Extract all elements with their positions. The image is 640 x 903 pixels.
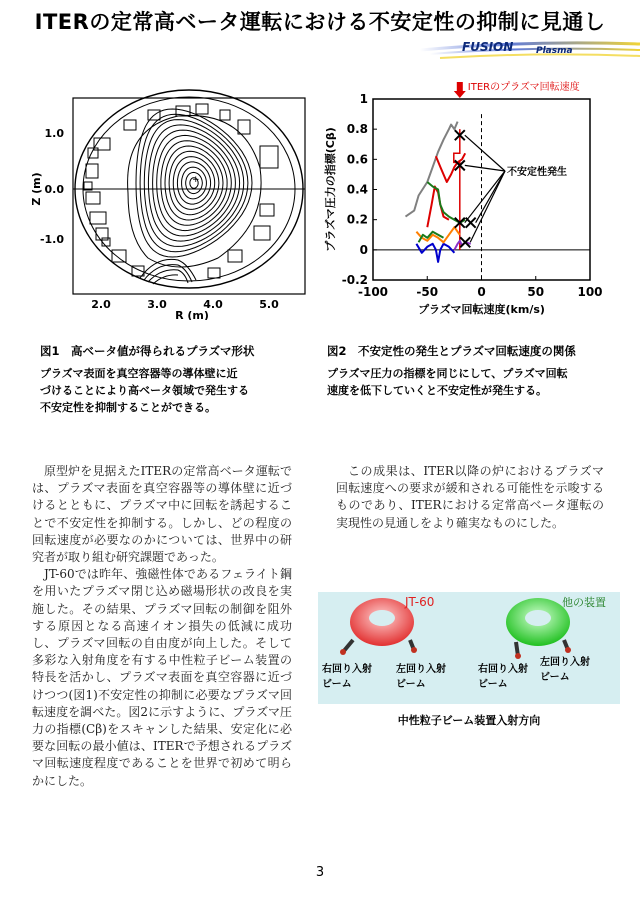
coil-box-8 [260, 146, 278, 168]
iter-arrow-head [454, 91, 466, 98]
instability-marker-4 [466, 218, 476, 228]
coil-box-6 [238, 120, 250, 134]
iter-arrow-shaft [457, 82, 463, 91]
instability-pointer-5 [470, 171, 505, 242]
chart-ylabel: プラズマ圧力の指標(Cβ) [324, 127, 337, 252]
page-number: 3 [315, 865, 325, 880]
y-tick-label-3: 0.4 [346, 182, 368, 197]
figure2-chart [318, 70, 618, 325]
banner-fusion-text: FUSION [462, 40, 514, 54]
fig2-caption-body [327, 365, 622, 399]
instability-label: 不安定性発生 [507, 167, 567, 178]
coil-box-18 [208, 268, 220, 278]
x-tick-label-4: 100 [577, 285, 603, 299]
body-column-1 [32, 463, 292, 790]
jt60-left-beam-label-1: 左回り入射 [396, 664, 446, 675]
coil-box-11 [90, 212, 106, 224]
other-right-beam-line [515, 642, 521, 659]
fig1-xtick-2: 3.0 [147, 298, 167, 311]
banner-plasma-text: Plasma [536, 46, 573, 56]
fig1-caption-title: 図1 高ベータ値が得られるプラズマ形状 [40, 344, 255, 358]
coil-box-16 [228, 250, 242, 262]
y-tick-label-5: 0 [359, 242, 368, 257]
fig1-xtick-3: 4.0 [203, 298, 223, 311]
coil-box-9 [86, 164, 98, 178]
flux-contours [128, 109, 262, 267]
coil-box-15 [112, 250, 126, 262]
figure1-plasma-shape [28, 88, 310, 320]
coil-box-4 [220, 110, 230, 120]
other-right-beam-label-1: 右回り入射 [478, 664, 528, 675]
coil-box-21 [102, 238, 110, 246]
body-paragraph-2: JT-60では昨年、強磁性体であるフェライト鋼を用いたプラズマ閉じ込め磁場形状の改良を実施した。その結果、プラズマ回転の制御を阻外する原因となる高速イオン損失の低減に成功し、プラズマ回転の自由度が向上した。そして多彩な入射角度を有する中性粒子ビーム装置の特長を活かし、プラズマ表面を真空容器に近づけつつ(図1)不安定性の抑制に必要なプラズマ回転速度を調べた。図2に示すように、プラズマ圧力の指標(Cβ)をスキャンした結果、安定化に必要な回転の最小値は、ITERで予想されるプラズマ回転速度程度であることを世界で初めて明らかにした。 [32, 567, 292, 788]
instability-pointer-3 [465, 171, 505, 223]
chart-ticks [342, 92, 603, 299]
y-tick-label-1: 0.8 [346, 122, 368, 137]
y-tick-label-2: 0.6 [346, 152, 368, 167]
neutral-beam-caption: 中性粒子ビーム装置入射方向 [397, 714, 541, 727]
x-tick-label-2: 0 [477, 285, 486, 299]
jt60-right-beam-line [340, 640, 353, 655]
other-left-beam-label-2: ビーム [540, 672, 570, 683]
fig1-caption-body [40, 365, 310, 416]
jt60-left-beam-line [410, 640, 417, 653]
fig1-ylabel: Z (m) [30, 172, 43, 206]
other-right-beam-label-2: ビーム [478, 679, 508, 690]
chart-frame [373, 99, 590, 280]
fig1-ytick-3: -1.0 [39, 233, 64, 246]
fig1-caption-line-3: 不安定性を抑制することができる。 [40, 401, 216, 414]
other-device-label: 他の装置 [562, 596, 606, 609]
divertor [140, 259, 196, 284]
x-tick-label-1: -50 [416, 285, 439, 299]
magnetic-axis-marker: + [192, 175, 200, 185]
neutral-beam-diagram [318, 592, 620, 704]
fig1-ytick-1: 1.0 [44, 127, 64, 140]
fig1-caption-line-2: づけることにより高ベータ領域で発生する [40, 384, 249, 397]
coil-box-14 [254, 226, 270, 240]
fig1-xtick-1: 2.0 [91, 298, 111, 311]
y-tick-label-0: 1 [359, 92, 368, 106]
other-left-beam-label-1: 左回り入射 [540, 657, 590, 668]
coil-box-2 [196, 104, 208, 114]
x-tick-label-0: -100 [357, 285, 389, 299]
y-tick-label-6: -0.2 [341, 273, 368, 287]
chart-series [406, 122, 471, 262]
page-title: ITERの定常高ベータ運転における不安定性の抑制に見通し [34, 10, 606, 34]
jt60-label: JT-60 [405, 595, 435, 609]
jt60-right-beam-label-1: 右回り入射 [322, 664, 372, 675]
fig1-ytick-2: 0.0 [44, 183, 64, 196]
separatrix [128, 115, 262, 267]
fusion-banner [420, 34, 640, 60]
body-paragraph-3: この成果は、ITER以降の炉におけるプラズマ回転速度への要求が緩和される可能性を示唆するものであり、ITERにおける定常高ベータ運転の実現性の見通しをより確実なものにした。 [336, 464, 604, 530]
y-tick-label-4: 0.2 [346, 212, 368, 227]
coil-box-13 [260, 204, 274, 216]
fig2-caption-title: 図2 不安定性の発生とプラズマ回転速度の関係 [327, 344, 576, 358]
fig1-xtick-4: 5.0 [259, 298, 279, 311]
body-paragraph-1: 原型炉を見据えたITERの定常高ベータ運転では、プラズマ表面を真空容器等の導体壁に近づけるとともに、プラズマ中に回転を誘起することで不安定性を抑制する。しかし、どの程度の回転速度が必要なのかについては、世界中の研究者が取り組む研究課題であった。 [32, 464, 292, 565]
series-line-5 [416, 244, 454, 262]
coil-box-5 [124, 120, 136, 130]
x-tick-label-3: 50 [527, 285, 545, 299]
iter-rotation-label: ITERのプラズマ回転速度 [467, 82, 580, 93]
chart-xlabel: プラズマ回転速度(km/s) [418, 303, 545, 316]
other-left-beam-line [564, 640, 571, 653]
coil-box-10 [86, 192, 100, 204]
fig1-caption-line-1: プラズマ表面を真空容器等の導体壁に近 [40, 367, 238, 380]
other-device-torus [506, 598, 570, 646]
jt60-right-beam-label-2: ビーム [322, 679, 352, 690]
instability-markers [455, 130, 505, 247]
fig2-caption-line-1: プラズマ圧力の指標を同じにして、プラズマ回転 [327, 367, 568, 380]
fig1-xlabel: R (m) [175, 309, 209, 320]
jt60-left-beam-label-2: ビーム [396, 679, 426, 690]
fig1-frame [73, 98, 305, 294]
body-column-2 [336, 463, 604, 532]
fig2-caption-line-2: 速度を低下していくと不安定性が発生する。 [327, 384, 547, 397]
